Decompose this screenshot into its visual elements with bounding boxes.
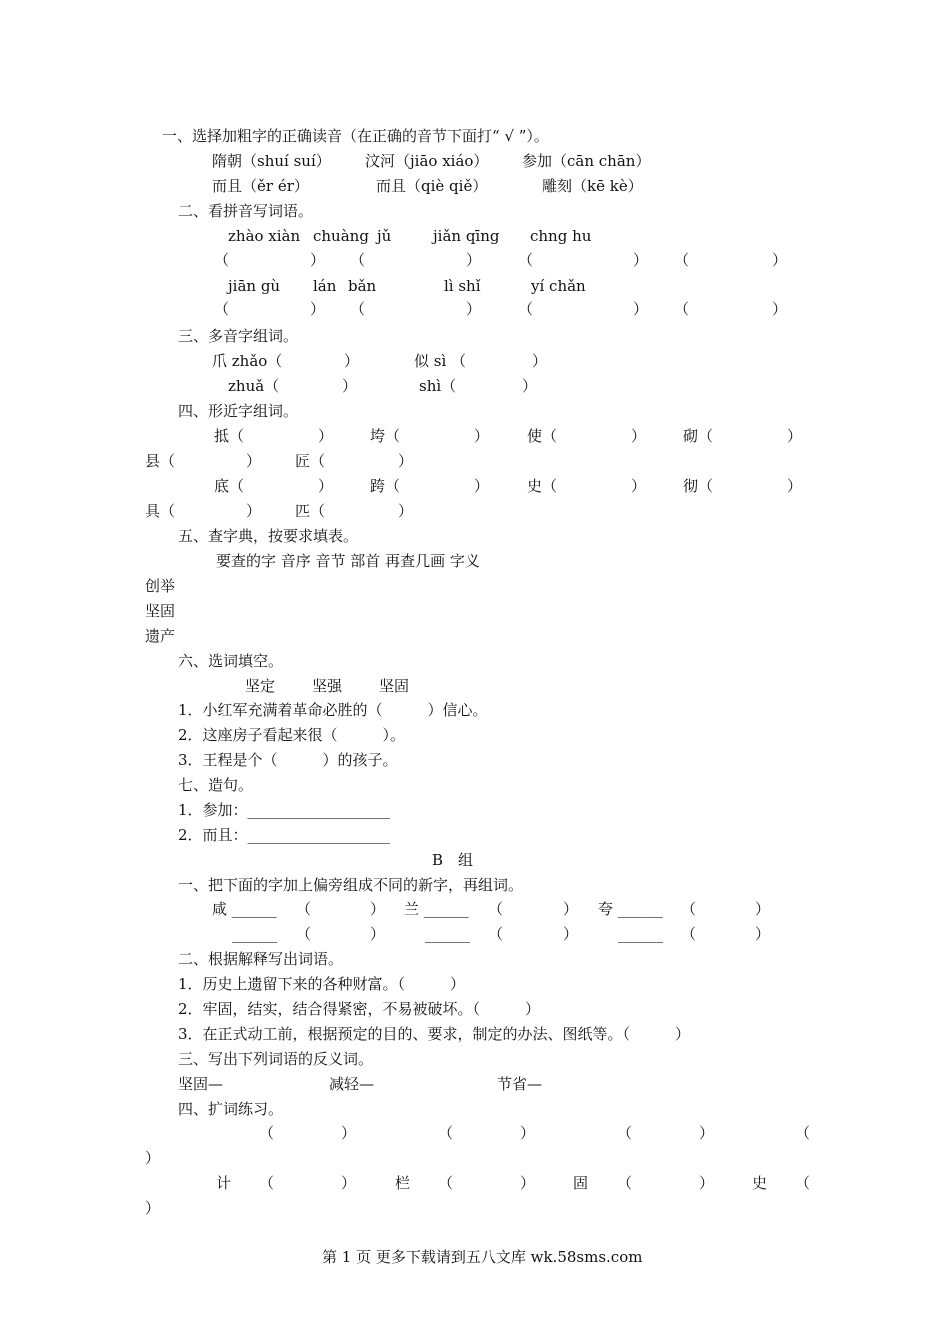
sentence-prompt: 1．参加：___________________: [178, 801, 391, 819]
fill-blank-question: 2．这座房子看起来很（ ）。: [178, 726, 406, 744]
answer-paren-close: ）: [318, 477, 334, 495]
definition-question: 3．在正式动工前，根据预定的目的、要求，制定的办法、图纸等。（ ）: [178, 1025, 691, 1043]
answer-paren-close: ）: [699, 1174, 715, 1192]
b-section-2-title: 二、根据解释写出词语。: [178, 950, 344, 968]
answer-paren-open: （: [617, 1174, 633, 1192]
antonym-item: 节省—: [497, 1075, 543, 1093]
answer-paren-open: （: [259, 1124, 275, 1142]
answer-paren-close: ）: [344, 352, 360, 370]
answer-paren-open: （: [350, 251, 366, 269]
answer-paren-open: （: [214, 300, 230, 318]
answer-paren-close: ）: [699, 1124, 715, 1142]
answer-paren-open: （: [438, 1174, 454, 1192]
pinyin-prompt: lán: [313, 277, 337, 295]
answer-paren-close: ）: [370, 900, 386, 918]
answer-paren-close: ）: [772, 300, 788, 318]
pinyin-prompt: chng hu: [530, 227, 592, 245]
pinyin-prompt: zhào xiàn: [228, 227, 301, 245]
pinyin-prompt: lì shǐ: [444, 277, 481, 295]
answer-paren-close: ）: [246, 502, 262, 520]
definition-question: 2．牢固，结实，结合得紧密，不易被破坏。（ ）: [178, 1000, 541, 1018]
answer-paren-close: ）: [145, 1149, 161, 1167]
dictionary-table-header: 要查的字 音序 音节 部首 再查几画 字义: [216, 552, 480, 570]
similar-char-item: 匠（: [295, 452, 326, 470]
answer-paren-close: ）: [787, 477, 803, 495]
pinyin-prompt: jǔ: [377, 227, 392, 245]
answer-paren-close: ）: [145, 1199, 161, 1217]
section-6-title: 六、选词填空。: [178, 652, 284, 670]
similar-char-item: 匹（: [295, 502, 326, 520]
b-section-1-title: 一、把下面的字加上偏旁组成不同的新字，再组词。: [178, 876, 524, 894]
b-section-4-title: 四、扩词练习。: [178, 1100, 284, 1118]
answer-paren-close: ）: [532, 352, 548, 370]
answer-paren-open: （: [795, 1174, 811, 1192]
pinyin-prompt: bǎn: [348, 277, 377, 295]
answer-paren-close: ）: [341, 1124, 357, 1142]
answer-paren-close: ）: [474, 477, 490, 495]
radical-blank: ______: [618, 925, 663, 943]
radical-blank: ______: [232, 925, 277, 943]
reading-option: 参加（cān chān）: [522, 152, 651, 170]
pinyin-prompt: jiǎn qīng: [433, 227, 500, 245]
fill-blank-question: 3．王程是个（ ）的孩子。: [178, 751, 398, 769]
answer-paren-close: ）: [563, 900, 579, 918]
answer-paren-open: （: [674, 300, 690, 318]
pinyin-prompt: jiān gù: [228, 277, 281, 295]
section-2-title: 二、看拼音写词语。: [178, 202, 314, 220]
b-section-3-title: 三、写出下列词语的反义词。: [178, 1050, 374, 1068]
answer-paren-open: （: [681, 900, 697, 918]
fill-blank-question: 1．小红军充满着革命必胜的（ ）信心。: [178, 701, 488, 719]
pinyin-prompt: chuàng: [313, 227, 369, 245]
answer-paren-close: ）: [474, 427, 490, 445]
reading-option: 而且（qiè qiě）: [376, 177, 488, 195]
answer-paren-open: （: [438, 1124, 454, 1142]
similar-char-item: 抵（: [214, 427, 245, 445]
polyphone-item: 爪 zhǎo（: [212, 352, 283, 370]
definition-question: 1．历史上遗留下来的各种财富。（ ）: [178, 975, 466, 993]
answer-paren-close: ）: [341, 1174, 357, 1192]
answer-paren-open: （: [674, 251, 690, 269]
expand-word-char: 史: [752, 1174, 768, 1192]
answer-paren-open: （: [296, 925, 312, 943]
sentence-prompt: 2．而且：___________________: [178, 826, 391, 844]
answer-paren-close: ）: [466, 300, 482, 318]
expand-word-char: 栏: [395, 1174, 411, 1192]
similar-char-item: 底（: [214, 477, 245, 495]
answer-paren-close: ）: [398, 502, 414, 520]
reading-option: 而且（ěr ér）: [212, 177, 309, 195]
answer-paren-close: ）: [787, 427, 803, 445]
answer-paren-open: （: [518, 251, 534, 269]
radical-blank: ______: [425, 925, 470, 943]
expand-word-char: 固: [573, 1174, 589, 1192]
reading-option: 雕刻（kē kè）: [542, 177, 643, 195]
section-5-title: 五、查字典，按要求填表。: [178, 527, 359, 545]
reading-option: 汶河（jiāo xiáo）: [365, 152, 489, 170]
answer-paren-open: （: [259, 1174, 275, 1192]
answer-paren-close: ）: [631, 427, 647, 445]
answer-paren-close: ）: [370, 925, 386, 943]
pinyin-prompt: yí chǎn: [531, 277, 586, 295]
similar-char-item: 具（: [145, 502, 176, 520]
polyphone-item: 似 sì （: [414, 352, 467, 370]
radical-item: 咸 ______: [212, 900, 277, 918]
answer-paren-close: ）: [310, 251, 326, 269]
answer-paren-close: ）: [631, 477, 647, 495]
polyphone-item: zhuǎ（: [228, 377, 280, 395]
similar-char-item: 跨（: [370, 477, 401, 495]
dictionary-table-row: 创举: [145, 577, 176, 595]
answer-paren-close: ）: [466, 251, 482, 269]
answer-paren-close: ）: [520, 1124, 536, 1142]
dictionary-table-row: 遗产: [145, 627, 176, 645]
answer-paren-open: （: [518, 300, 534, 318]
answer-paren-close: ）: [755, 900, 771, 918]
group-b-heading: B 组: [432, 851, 474, 869]
similar-char-item: 县（: [145, 452, 176, 470]
antonym-item: 减轻—: [329, 1075, 375, 1093]
dictionary-table-row: 坚固: [145, 602, 176, 620]
answer-paren-close: ）: [633, 251, 649, 269]
radical-item: 兰 ______: [404, 900, 469, 918]
similar-char-item: 彻（: [683, 477, 714, 495]
answer-paren-open: （: [296, 900, 312, 918]
answer-paren-open: （: [488, 925, 504, 943]
expand-word-char: 计: [216, 1174, 232, 1192]
similar-char-item: 史（: [527, 477, 558, 495]
section-4-title: 四、形近字组词。: [178, 402, 299, 420]
answer-paren-close: ）: [318, 427, 334, 445]
answer-paren-close: ）: [520, 1174, 536, 1192]
radical-item: 夸 ______: [598, 900, 663, 918]
answer-paren-close: ）: [342, 377, 358, 395]
answer-paren-close: ）: [563, 925, 579, 943]
polyphone-item: shì（: [419, 377, 457, 395]
answer-paren-close: ）: [755, 925, 771, 943]
answer-paren-open: （: [795, 1124, 811, 1142]
answer-paren-open: （: [681, 925, 697, 943]
answer-paren-close: ）: [310, 300, 326, 318]
section-3-title: 三、多音字组词。: [178, 327, 299, 345]
answer-paren-open: （: [617, 1124, 633, 1142]
similar-char-item: 垮（: [370, 427, 401, 445]
page-footer: 第 1 页 更多下载请到五八文库 wk.58sms.com: [322, 1248, 643, 1266]
answer-paren-open: （: [214, 251, 230, 269]
word-choice: 坚定: [245, 677, 276, 695]
word-choice: 坚固: [379, 677, 410, 695]
answer-paren-open: （: [488, 900, 504, 918]
section-1-title: 一、选择加粗字的正确读音（在正确的音节下面打“ √ ”）。: [162, 127, 549, 145]
section-7-title: 七、造句。: [178, 776, 254, 794]
answer-paren-open: （: [350, 300, 366, 318]
answer-paren-close: ）: [522, 377, 538, 395]
answer-paren-close: ）: [398, 452, 414, 470]
answer-paren-close: ）: [772, 251, 788, 269]
antonym-item: 坚固—: [178, 1075, 224, 1093]
answer-paren-close: ）: [246, 452, 262, 470]
word-choice: 坚强: [312, 677, 343, 695]
reading-option: 隋朝（shuí suí）: [212, 152, 331, 170]
answer-paren-close: ）: [633, 300, 649, 318]
similar-char-item: 使（: [527, 427, 558, 445]
similar-char-item: 砌（: [683, 427, 714, 445]
